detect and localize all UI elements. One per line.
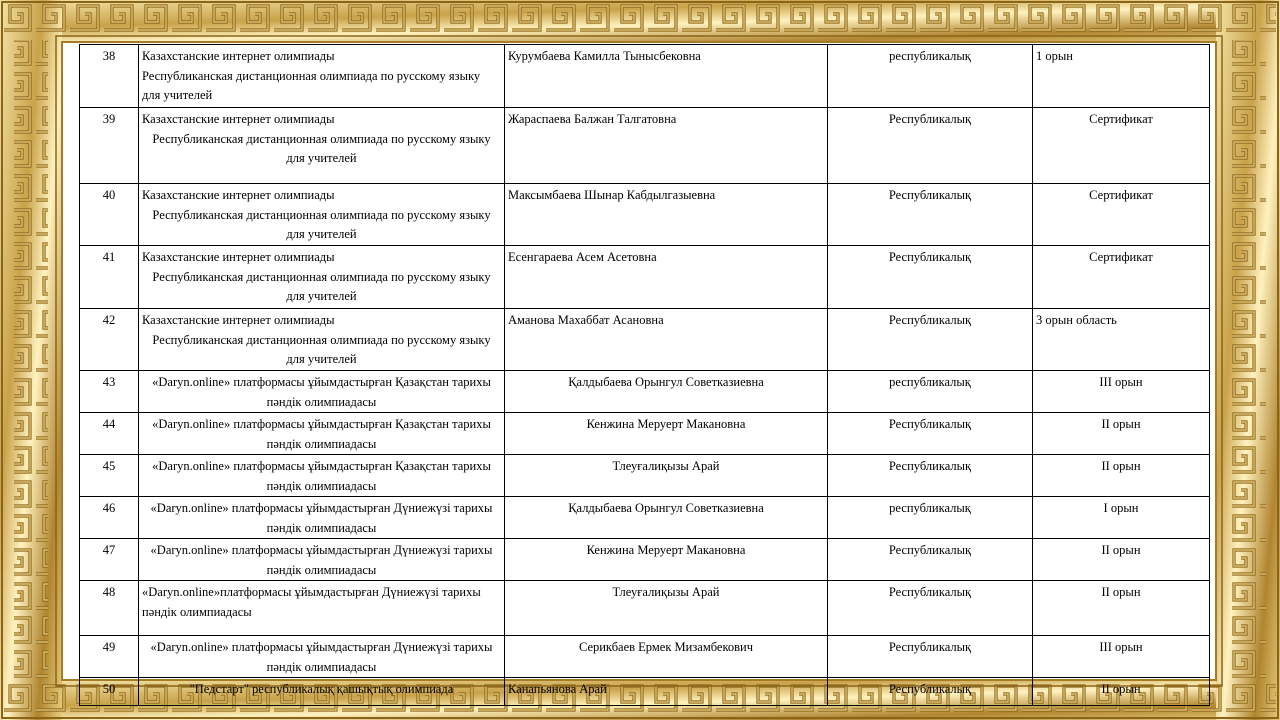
event-line: Казахстанские интернет олимпиады	[142, 313, 335, 327]
result-cell: I орын	[1033, 497, 1210, 539]
table-row	[80, 581, 1210, 636]
result-cell: Сертификат	[1033, 184, 1210, 246]
row-number: 47	[80, 539, 139, 581]
event-line: «Daryn.online» платформасы ұйымдастырған Дүниежүзі тарихы пәндік олимпиадасы	[150, 543, 493, 577]
result-cell: 1 орын	[1033, 45, 1210, 108]
participant-name: Қалдыбаева Орынгул Советказиевна	[505, 497, 828, 539]
table-row	[80, 246, 1210, 309]
event-line: Казахстанские интернет олимпиады	[142, 188, 335, 202]
level-cell: Республикалық	[828, 184, 1033, 246]
level-cell: Республикалық	[828, 108, 1033, 184]
table-row	[80, 539, 1210, 581]
participant-name: Кенжина Меруерт Макановна	[505, 413, 828, 455]
event-line: «Daryn.online» платформасы ұйымдастырған Дүниежүзі тарихы пәндік олимпиадасы	[150, 501, 493, 535]
event-cell	[139, 678, 505, 706]
result-cell: 3 орын область	[1033, 309, 1210, 371]
level-cell: Республикалық	[828, 539, 1033, 581]
event-line: Республиканская дистанционная олимпиада по русскому языку для учителей	[152, 131, 491, 165]
participant-name: Есенгараева Асем Асетовна	[505, 246, 828, 309]
row-number: 45	[80, 455, 139, 497]
result-cell: Сертификат	[1033, 108, 1210, 184]
event-line: «Daryn.online» платформасы ұйымдастырған Қазақстан тарихы пәндік олимпиадасы	[152, 459, 491, 493]
level-cell: Республикалық	[828, 309, 1033, 371]
participant-name: Кенжина Меруерт Макановна	[505, 539, 828, 581]
event-cell	[139, 413, 505, 455]
result-cell: Сертификат	[1033, 246, 1210, 309]
row-number: 49	[80, 636, 139, 678]
row-number: 43	[80, 371, 139, 413]
event-line: «Daryn.online»платформасы ұйымдастырған Дүниежүзі тарихы пәндік олимпиадасы	[142, 585, 481, 619]
participant-name: Қалдыбаева Орынгул Советказиевна	[505, 371, 828, 413]
event-line: «Daryn.online» платформасы ұйымдастырған Дүниежүзі тарихы пәндік олимпиадасы	[150, 640, 493, 674]
participant-name: Жараспаева Балжан Талгатовна	[505, 108, 828, 184]
result-cell: II орын	[1033, 678, 1210, 706]
row-number: 48	[80, 581, 139, 636]
level-cell: республикалық	[828, 371, 1033, 413]
table-row	[80, 678, 1210, 706]
level-cell: Республикалық	[828, 455, 1033, 497]
event-line: Казахстанские интернет олимпиады	[142, 112, 335, 126]
row-number: 39	[80, 108, 139, 184]
level-cell: Республикалық	[828, 636, 1033, 678]
event-cell	[139, 309, 505, 371]
event-line: «Daryn.online» платформасы ұйымдастырған Қазақстан тарихы пәндік олимпиадасы	[152, 417, 491, 451]
event-line: Казахстанские интернет олимпиады	[142, 49, 335, 63]
table-row	[80, 371, 1210, 413]
level-cell: Республикалық	[828, 413, 1033, 455]
event-line: "Педстарт" республикалық қашықтық олимпиада	[189, 682, 454, 696]
level-cell: республикалық	[828, 45, 1033, 108]
table-row	[80, 455, 1210, 497]
event-cell	[139, 108, 505, 184]
participant-name: Серикбаев Ермек Мизамбекович	[505, 636, 828, 678]
result-cell: II орын	[1033, 413, 1210, 455]
row-number: 38	[80, 45, 139, 108]
level-cell: Республикалық	[828, 581, 1033, 636]
row-number: 40	[80, 184, 139, 246]
table-row	[80, 497, 1210, 539]
result-cell: III орын	[1033, 636, 1210, 678]
level-cell: республикалық	[828, 497, 1033, 539]
table-row	[80, 413, 1210, 455]
result-cell: II орын	[1033, 581, 1210, 636]
row-number: 44	[80, 413, 139, 455]
participant-name: Тлеуғалиқызы Арай	[505, 455, 828, 497]
row-number: 42	[80, 309, 139, 371]
row-number: 46	[80, 497, 139, 539]
table-row	[80, 45, 1210, 108]
result-cell: II орын	[1033, 539, 1210, 581]
row-number: 50	[80, 678, 139, 706]
row-number: 41	[80, 246, 139, 309]
results-document	[79, 44, 1209, 706]
table-row	[80, 309, 1210, 371]
result-cell: III орын	[1033, 371, 1210, 413]
participant-name: Канапьянова Арай	[505, 678, 828, 706]
event-line: «Daryn.online» платформасы ұйымдастырған Қазақстан тарихы пәндік олимпиадасы	[152, 375, 491, 409]
result-cell: II орын	[1033, 455, 1210, 497]
event-cell	[139, 45, 505, 108]
participant-name: Тлеуғалиқызы Арай	[505, 581, 828, 636]
event-line: Республиканская дистанционная олимпиада по русскому языку для учителей	[152, 269, 491, 303]
event-cell	[139, 184, 505, 246]
event-cell	[139, 246, 505, 309]
table-row	[80, 184, 1210, 246]
participant-name: Аманова Махаббат Асановна	[505, 309, 828, 371]
event-cell	[139, 581, 505, 636]
level-cell: Республикалық	[828, 678, 1033, 706]
event-line: Казахстанские интернет олимпиады	[142, 250, 335, 264]
event-cell	[139, 636, 505, 678]
event-line: Республиканская дистанционная олимпиада по русскому языку для учителей	[142, 68, 481, 102]
level-cell: Республикалық	[828, 246, 1033, 309]
event-cell	[139, 497, 505, 539]
participant-name: Максымбаева Шынар Кабдылгазыевна	[505, 184, 828, 246]
event-cell	[139, 455, 505, 497]
event-line: Республиканская дистанционная олимпиада по русскому языку для учителей	[152, 332, 491, 366]
table-row	[80, 108, 1210, 184]
event-cell	[139, 371, 505, 413]
event-line: Республиканская дистанционная олимпиада по русскому языку для учителей	[152, 207, 491, 241]
event-cell	[139, 539, 505, 581]
table-row	[80, 636, 1210, 678]
olympiad-results-table	[79, 44, 1210, 706]
participant-name: Курумбаева Камилла Тынысбековна	[505, 45, 828, 108]
